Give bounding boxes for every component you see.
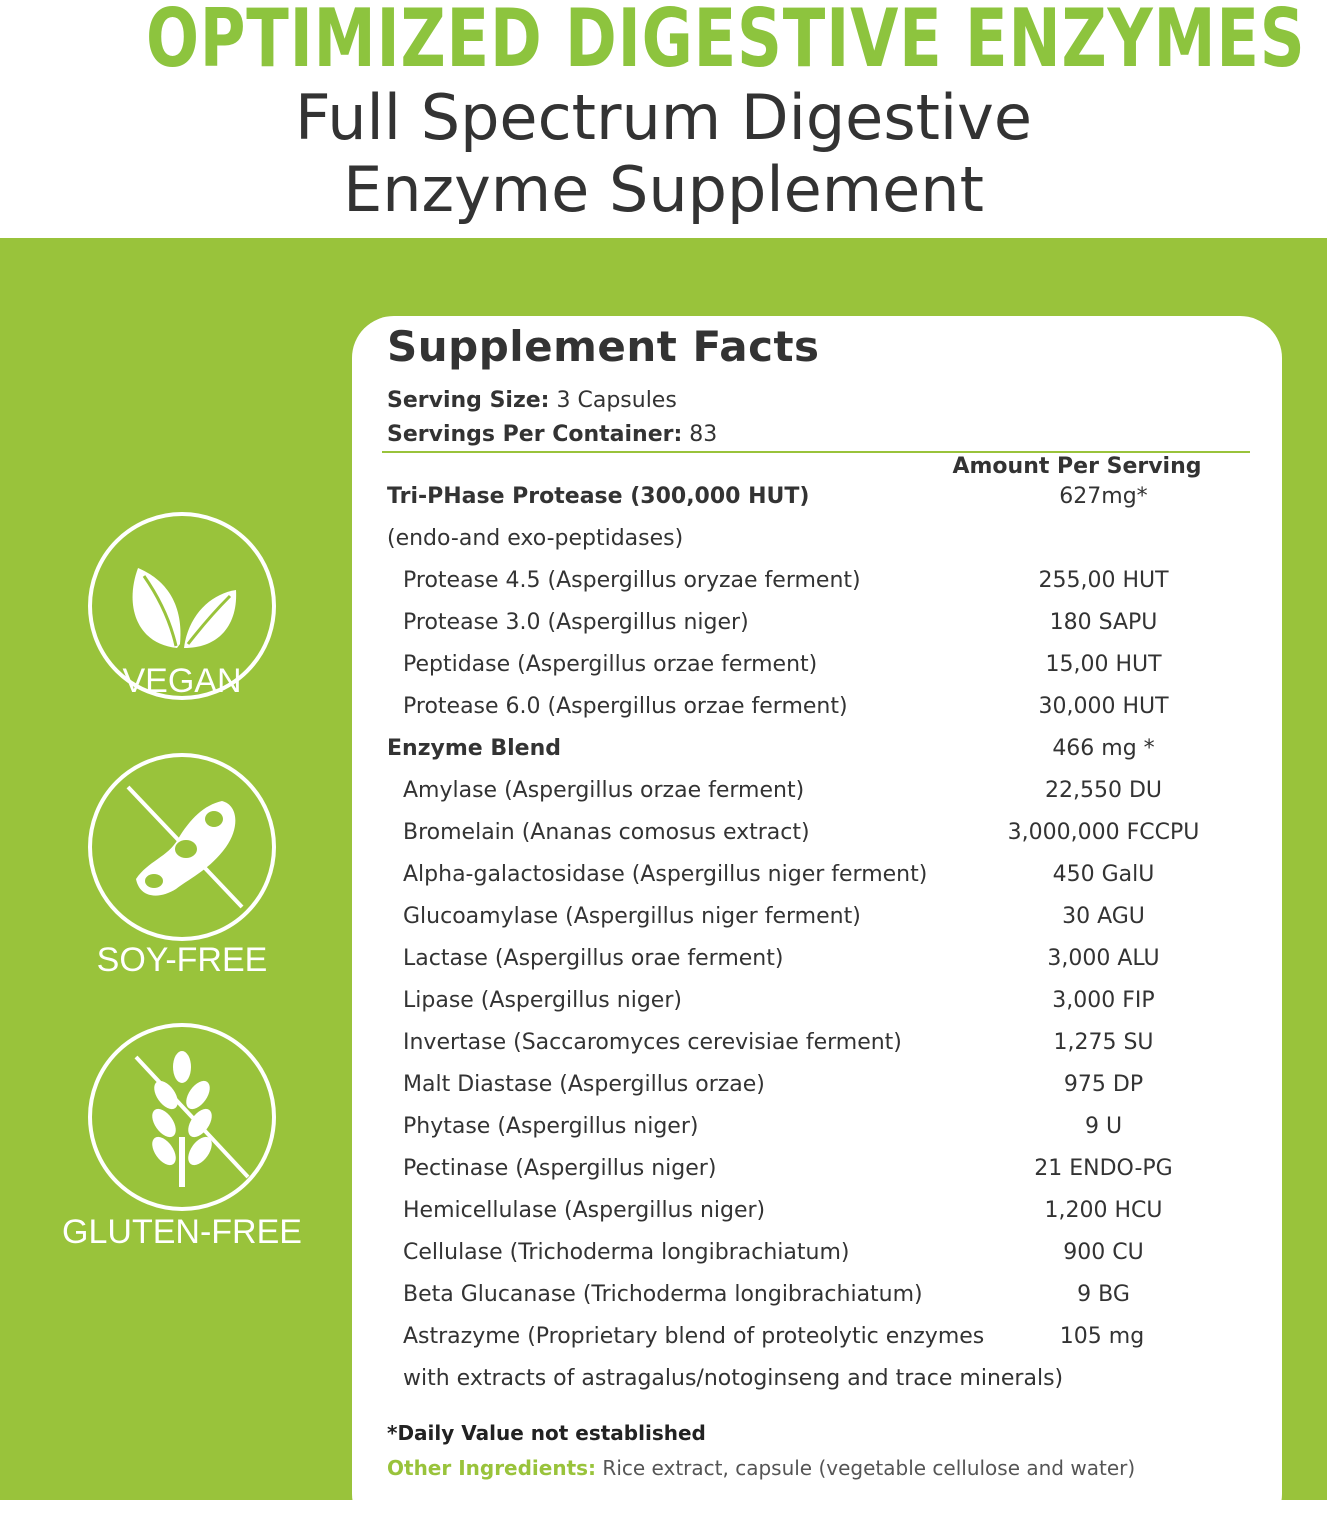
- serving-size: [387, 388, 677, 413]
- facts-row: [352, 1366, 1282, 1408]
- row-amount: 105 mg: [1059, 1324, 1145, 1349]
- row-amount: 255,00 HUT: [1038, 568, 1169, 593]
- row-amount: 3,000 ALU: [1047, 946, 1160, 971]
- row-name: Enzyme Blend: [387, 736, 561, 761]
- row-name: Amylase (Aspergillus orzae ferment): [403, 778, 805, 803]
- facts-row: [352, 904, 1282, 946]
- row-amount: 15,00 HUT: [1045, 652, 1162, 677]
- vegan-badge: [88, 512, 276, 700]
- facts-row: [352, 610, 1282, 652]
- row-amount: 3,000 FIP: [1052, 988, 1155, 1013]
- facts-row: [352, 484, 1282, 526]
- facts-row: [352, 1198, 1282, 1240]
- row-amount: 180 SAPU: [1049, 610, 1158, 635]
- row-amount: 9 BG: [1077, 1282, 1130, 1307]
- divider: [382, 451, 1250, 453]
- subtitle-line-1: Full Spectrum Digestive: [294, 81, 1032, 154]
- row-amount: 1,275 SU: [1053, 1030, 1154, 1055]
- row-name: Alpha-galactosidase (Aspergillus niger ferment): [403, 862, 928, 887]
- serving-size-value: 3 Capsules: [556, 388, 677, 413]
- gluten-free-badge: [62, 1023, 302, 1251]
- footnote: *Daily Value not established: [387, 1421, 706, 1445]
- facts-row: [352, 1030, 1282, 1072]
- amount-header: Amount Per Serving: [952, 454, 1202, 479]
- row-name: Pectinase (Aspergillus niger): [403, 1156, 717, 1181]
- facts-row: [352, 946, 1282, 988]
- row-name: Cellulase (Trichoderma longibrachiatum): [403, 1240, 850, 1265]
- badge-label: GLUTEN-FREE: [62, 1213, 302, 1251]
- row-name: Hemicellulase (Aspergillus niger): [403, 1198, 766, 1223]
- row-amount: 30,000 HUT: [1038, 694, 1169, 719]
- row-name: Invertase (Saccaromyces cerevisiae ferment): [403, 1030, 902, 1055]
- facts-row: [352, 1240, 1282, 1282]
- row-amount: 450 GalU: [1052, 862, 1155, 887]
- facts-row: [352, 988, 1282, 1030]
- headline: OPTIMIZED DIGESTIVE ENZYMES: [145, 0, 1306, 85]
- row-name: Protease 6.0 (Aspergillus orzae ferment): [403, 694, 848, 719]
- wheat-crossed-icon: [92, 1027, 272, 1207]
- facts-row: [352, 694, 1282, 736]
- facts-row: [352, 1156, 1282, 1198]
- servings-per-container: [387, 422, 717, 447]
- facts-row: [352, 1072, 1282, 1114]
- row-name: Glucoamylase (Aspergillus niger ferment): [403, 904, 861, 929]
- row-amount: 627mg*: [1059, 484, 1148, 509]
- row-amount: 466 mg *: [1052, 736, 1155, 761]
- row-amount: 3,000,000 FCCPU: [1007, 820, 1200, 845]
- row-amount: 975 DP: [1063, 1072, 1144, 1097]
- facts-row: [352, 736, 1282, 778]
- facts-row: [352, 526, 1282, 568]
- row-name: Protease 4.5 (Aspergillus oryzae ferment): [403, 568, 861, 593]
- row-name: Peptidase (Aspergillus orzae ferment): [403, 652, 818, 677]
- row-name: Lipase (Aspergillus niger): [403, 988, 682, 1013]
- row-name: Phytase (Aspergillus niger): [403, 1114, 699, 1139]
- subtitle-line-2: Enzyme Supplement: [343, 153, 984, 226]
- row-amount: 21 ENDO-PG: [1034, 1156, 1173, 1181]
- row-amount: 1,200 HCU: [1044, 1198, 1163, 1223]
- row-amount: 22,550 DU: [1044, 778, 1162, 803]
- row-name: Protease 3.0 (Aspergillus niger): [403, 610, 749, 635]
- row-name: (endo-and exo-peptidases): [387, 526, 684, 551]
- header: [0, 0, 1327, 238]
- row-name: Bromelain (Ananas comosus extract): [403, 820, 810, 845]
- badge-circle: [88, 753, 276, 941]
- badge-circle: [88, 1023, 276, 1211]
- soybean-crossed-icon: [92, 757, 272, 937]
- servings-per-container-value: 83: [689, 422, 718, 447]
- other-ingredients-value: Rice extract, capsule (vegetable cellulose and water): [602, 1456, 1136, 1480]
- row-name: Tri-PHase Protease (300,000 HUT): [387, 484, 810, 509]
- facts-row: [352, 1282, 1282, 1324]
- subtitle: [0, 82, 1327, 226]
- facts-row: [352, 1114, 1282, 1156]
- facts-row: [352, 778, 1282, 820]
- row-amount: 30 AGU: [1062, 904, 1145, 929]
- row-name: Lactase (Aspergillus orae ferment): [403, 946, 784, 971]
- servings-per-container-label: Servings Per Container:: [387, 422, 683, 447]
- soy-free-badge: [88, 753, 276, 979]
- other-ingredients: [387, 1456, 1135, 1480]
- row-amount: 9 U: [1084, 1114, 1123, 1139]
- row-amount: 900 CU: [1063, 1240, 1144, 1265]
- badge-label: SOY-FREE: [96, 941, 268, 979]
- row-name: Malt Diastase (Aspergillus orzae): [403, 1072, 765, 1097]
- facts-row: [352, 820, 1282, 862]
- supplement-facts-card: [352, 316, 1282, 1536]
- serving-size-label: Serving Size:: [387, 388, 550, 413]
- row-name: with extracts of astragalus/notoginseng and trace minerals): [403, 1366, 1064, 1391]
- other-ingredients-label: Other Ingredients:: [387, 1456, 597, 1480]
- badge-label: VEGAN: [122, 662, 242, 700]
- facts-row: [352, 568, 1282, 610]
- row-name: Beta Glucanase (Trichoderma longibrachiatum): [403, 1282, 923, 1307]
- facts-row: [352, 1324, 1282, 1366]
- facts-row: [352, 862, 1282, 904]
- row-name: Astrazyme (Proprietary blend of proteolytic enzymes: [403, 1324, 985, 1349]
- facts-row: [352, 652, 1282, 694]
- facts-title: Supplement Facts: [387, 322, 820, 371]
